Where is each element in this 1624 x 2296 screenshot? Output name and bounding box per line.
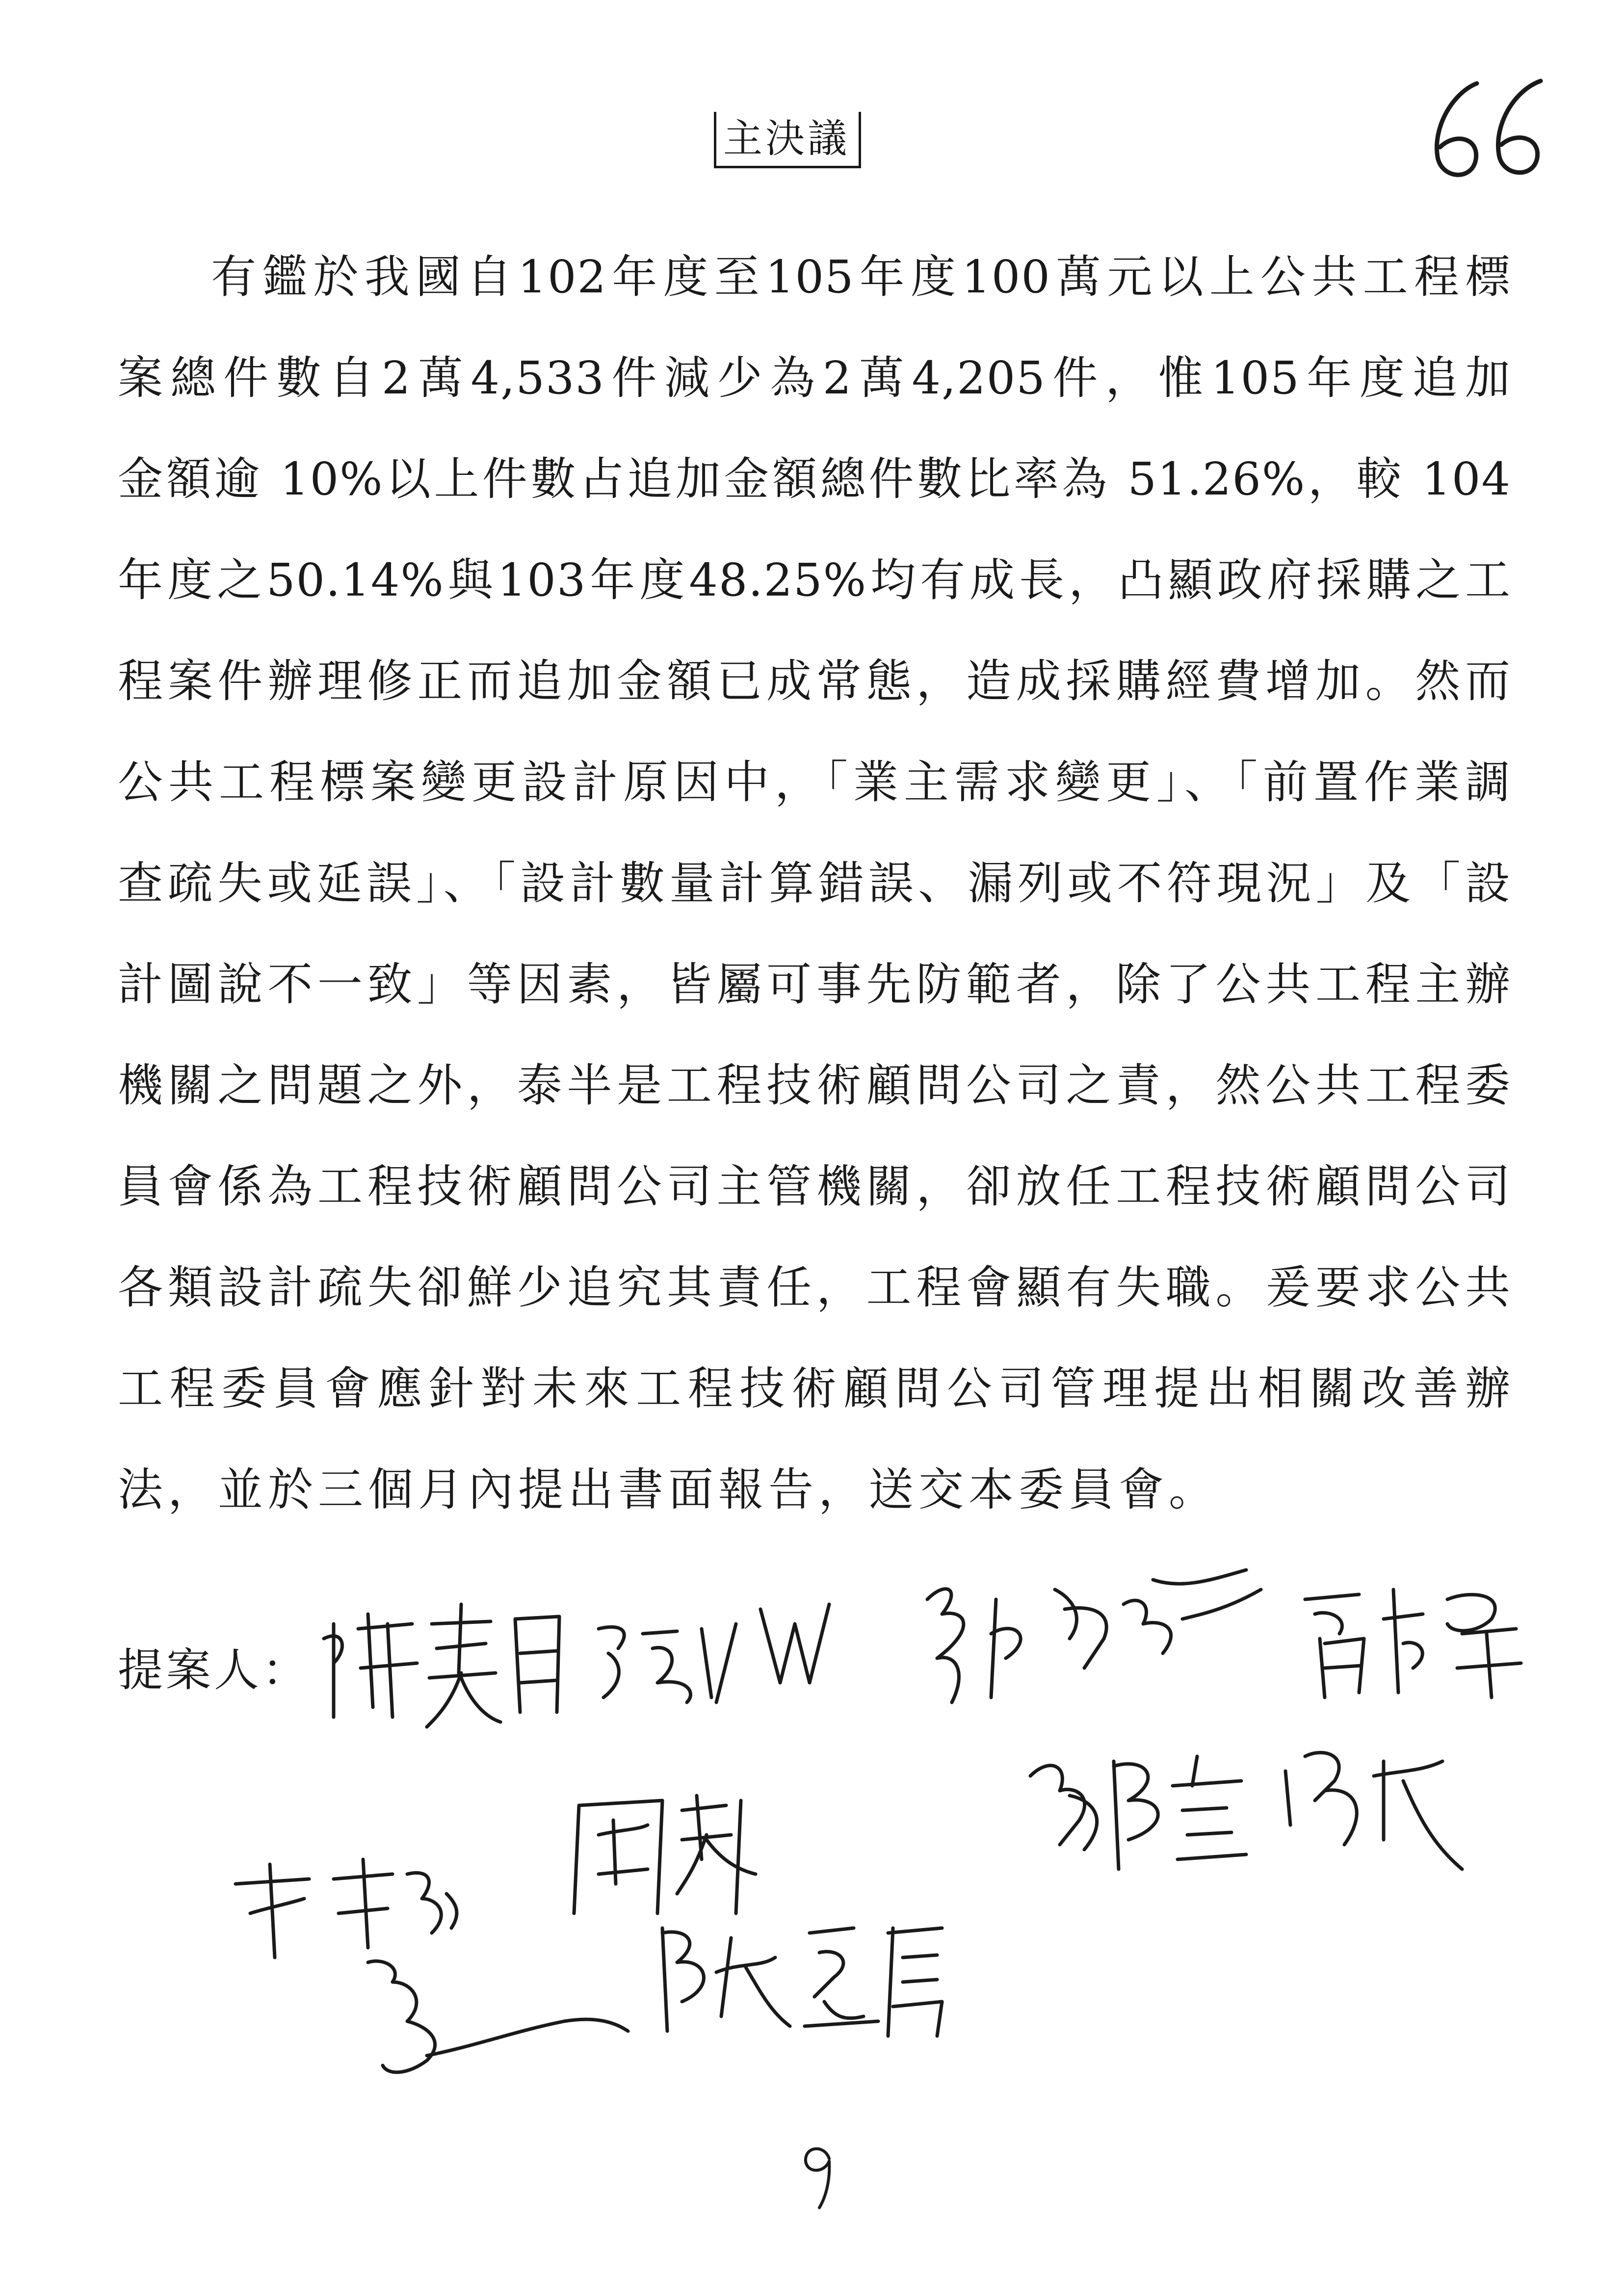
body-line: 有鑑於我國自102年度至105年度100萬元以上公共工程標 [211, 251, 1511, 303]
proposer-label: 提案人： [118, 1644, 311, 1696]
body-line: 法，並於三個月內提出書面報告，送交本委員會。 [118, 1463, 1219, 1516]
signature-huang-chao-shun [1285, 1570, 1541, 1717]
signature-cheng-pao-ching [1011, 1727, 1482, 1894]
handwritten-footer-page-number [795, 2139, 839, 2213]
page-mark-digit-6-first [1437, 83, 1477, 175]
body-line: 年度之50.14%與103年度48.25%均有成長，凸顯政府採購之工 [118, 554, 1511, 606]
handwritten-page-number [1418, 74, 1555, 186]
signature-hsu-chih-chieh [589, 1609, 746, 1712]
body-line: 金額逾 10%以上件數占追加金額總件數比率為 51.26%，較 104 [118, 453, 1511, 505]
signature-partial-mark [751, 1594, 839, 1697]
signature-lin-chun-hsien [221, 1845, 633, 2100]
body-line: 案總件數自2萬4,533件減少為2萬4,205件，惟105年度追加 [118, 352, 1511, 404]
body-line: 員會係為工程技術顧問公司主管機關，卻放任工程技術顧問公司 [118, 1160, 1511, 1213]
body-line: 各類設計疏失卻鮮少追究其責任，工程會顯有失職。爰要求公共 [118, 1261, 1511, 1314]
signature-chang-hung-lu [648, 1904, 952, 2051]
signature-chen-su-yue [314, 1594, 569, 1742]
body-line: 機關之問題之外，泰半是工程技術顧問公司之責，然公共工程委 [118, 1059, 1511, 1112]
resolution-body [118, 248, 1511, 1562]
page-mark-digit-6-second [1498, 81, 1541, 173]
body-line: 工程委員會應針對未來工程技術顧問公司管理提出相關改善辦 [118, 1362, 1511, 1415]
body-line: 公共工程標案變更設計原因中，「業主需求變更」、「前置作業調 [118, 756, 1511, 809]
footer-digit-9 [806, 2149, 829, 2208]
body-line: 查疏失或延誤」、「設計數量計算錯誤、漏列或不符現況」及「設 [118, 857, 1511, 910]
body-line: 計圖說不一致」等因素，皆屬可事先防範者，除了公共工程主辦 [118, 958, 1511, 1011]
document-heading: 主決議 [714, 112, 861, 168]
body-line: 程案件辦理修正而追加金額已成常態，造成採購經費增加。然而 [118, 655, 1511, 707]
